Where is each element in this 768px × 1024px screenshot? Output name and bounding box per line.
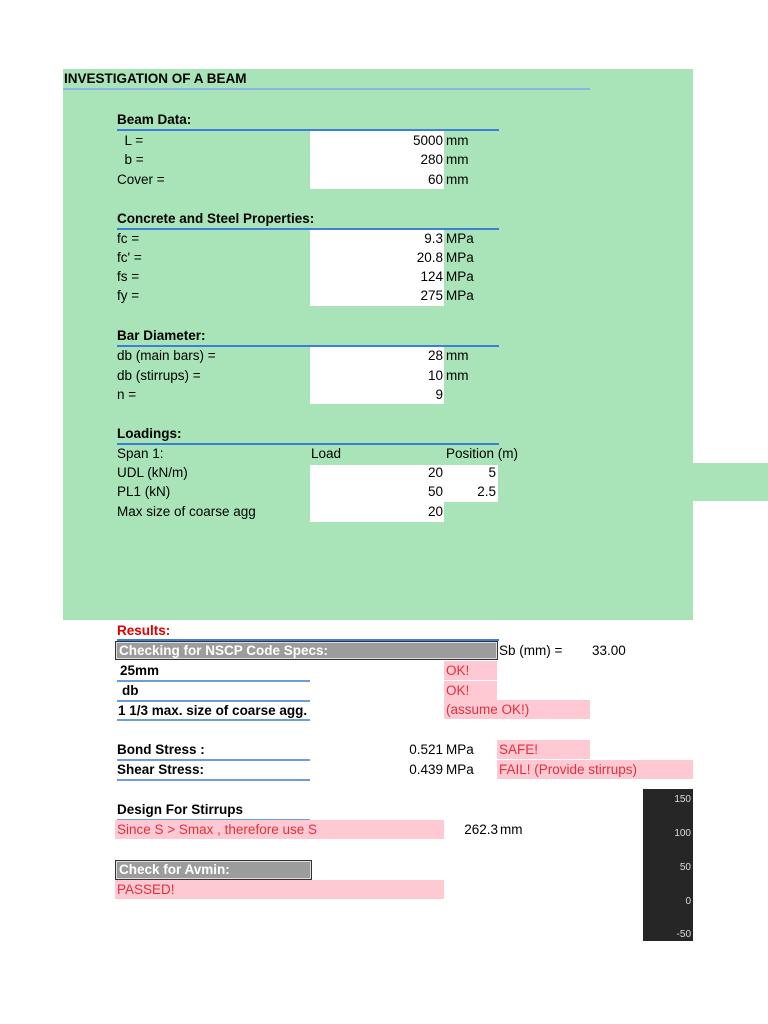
sb-label: Sb (mm) =	[499, 643, 563, 658]
udl-position[interactable]: 5	[488, 465, 496, 480]
sb-value: 33.00	[592, 643, 626, 658]
fc-prime-value[interactable]: 20.8	[416, 250, 443, 265]
check-db-label: db	[122, 683, 139, 698]
bar-diameter-heading: Bar Diameter:	[117, 328, 206, 343]
position-column-header: Position (m)	[446, 446, 519, 461]
beam-width-unit: mm	[446, 152, 469, 167]
beam-length-value[interactable]: 5000	[412, 133, 443, 148]
fy-label: fy =	[117, 288, 140, 303]
fy-unit: MPa	[446, 288, 474, 303]
loadings-heading: Loadings:	[117, 426, 182, 441]
check-coarse-agg-status: (assume OK!)	[446, 702, 530, 717]
beam-data-heading: Beam Data:	[117, 112, 192, 127]
fc-unit: MPa	[446, 231, 474, 246]
axis-tick-neg50: -50	[676, 929, 691, 940]
shear-stress-unit: MPa	[446, 762, 474, 777]
db-stirrups-label: db (stirrups) =	[117, 368, 201, 383]
coarse-agg-value[interactable]: 20	[427, 504, 443, 519]
loadings-underline	[117, 443, 499, 445]
bond-stress-value: 0.521	[409, 742, 443, 757]
stirrups-value: 262.3	[464, 822, 498, 837]
check-25mm-label: 25mm	[120, 663, 160, 678]
load-column-header: Load	[311, 446, 342, 461]
fc-label: fc =	[117, 231, 140, 246]
avmin-status: PASSED!	[117, 882, 175, 897]
db-stirrups-unit: mm	[446, 368, 469, 383]
axis-tick-150: 150	[674, 794, 691, 805]
check-coarse-agg-underline	[117, 719, 310, 721]
axis-tick-0: 0	[685, 896, 691, 907]
beam-length-label: L =	[117, 133, 144, 148]
fs-value[interactable]: 124	[420, 269, 443, 284]
stirrups-unit: mm	[500, 822, 523, 837]
udl-label: UDL (kN/m)	[117, 465, 188, 480]
cover-value[interactable]: 60	[427, 172, 443, 187]
pl1-load[interactable]: 50	[427, 484, 443, 499]
side-panel	[693, 463, 768, 501]
bond-stress-label: Bond Stress :	[117, 742, 205, 757]
pl1-position[interactable]: 2.5	[477, 484, 496, 499]
stirrups-heading: Design For Stirrups	[117, 802, 244, 817]
check-25mm-underline	[117, 680, 310, 682]
page-title: INVESTIGATION OF A BEAM	[64, 71, 247, 86]
n-value[interactable]: 9	[435, 387, 443, 402]
bond-stress-underline	[117, 759, 310, 761]
bond-stress-status: SAFE!	[499, 742, 539, 757]
shear-stress-status: FAIL! (Provide stirrups)	[499, 762, 638, 777]
cover-label: Cover =	[117, 172, 165, 187]
axis-tick-50: 50	[679, 862, 691, 873]
check-db-underline	[117, 700, 310, 702]
beam-length-unit: mm	[446, 133, 469, 148]
shear-stress-underline	[117, 779, 310, 781]
properties-heading: Concrete and Steel Properties:	[117, 211, 315, 226]
span-label: Span 1:	[117, 446, 164, 461]
stirrups-text: Since S > Smax , therefore use S	[117, 822, 317, 837]
fs-label: fs =	[117, 269, 140, 284]
db-stirrups-value[interactable]: 10	[427, 368, 443, 383]
pl1-label: PL1 (kN)	[117, 484, 171, 499]
avmin-header: Check for Avmin:	[115, 860, 312, 880]
db-main-value[interactable]: 28	[427, 348, 443, 363]
check-db-status: OK!	[446, 683, 470, 698]
fc-prime-label: fc' =	[117, 250, 142, 265]
db-main-unit: mm	[446, 348, 469, 363]
title-underline	[63, 88, 590, 90]
shear-stress-label: Shear Stress:	[117, 762, 205, 777]
check-coarse-agg-label: 1 1/3 max. size of coarse agg.	[118, 703, 308, 718]
beam-width-value[interactable]: 280	[420, 152, 443, 167]
n-label: n =	[117, 387, 137, 402]
fc-prime-unit: MPa	[446, 250, 474, 265]
db-main-label: db (main bars) =	[117, 348, 216, 363]
cover-unit: mm	[446, 172, 469, 187]
nscp-check-header: Checking for NSCP Code Specs:	[115, 641, 498, 660]
fy-value[interactable]: 275	[420, 288, 443, 303]
coarse-agg-label: Max size of coarse agg	[117, 504, 256, 519]
shear-stress-value: 0.439	[409, 762, 443, 777]
results-heading: Results:	[117, 623, 171, 638]
axis-tick-100: 100	[674, 828, 691, 839]
bond-stress-unit: MPa	[446, 742, 474, 757]
fs-unit: MPa	[446, 269, 474, 284]
udl-load[interactable]: 20	[427, 465, 443, 480]
chart-fragment	[643, 789, 693, 941]
fc-value[interactable]: 9.3	[424, 231, 443, 246]
check-25mm-status: OK!	[446, 663, 470, 678]
beam-width-label: b =	[117, 152, 144, 167]
